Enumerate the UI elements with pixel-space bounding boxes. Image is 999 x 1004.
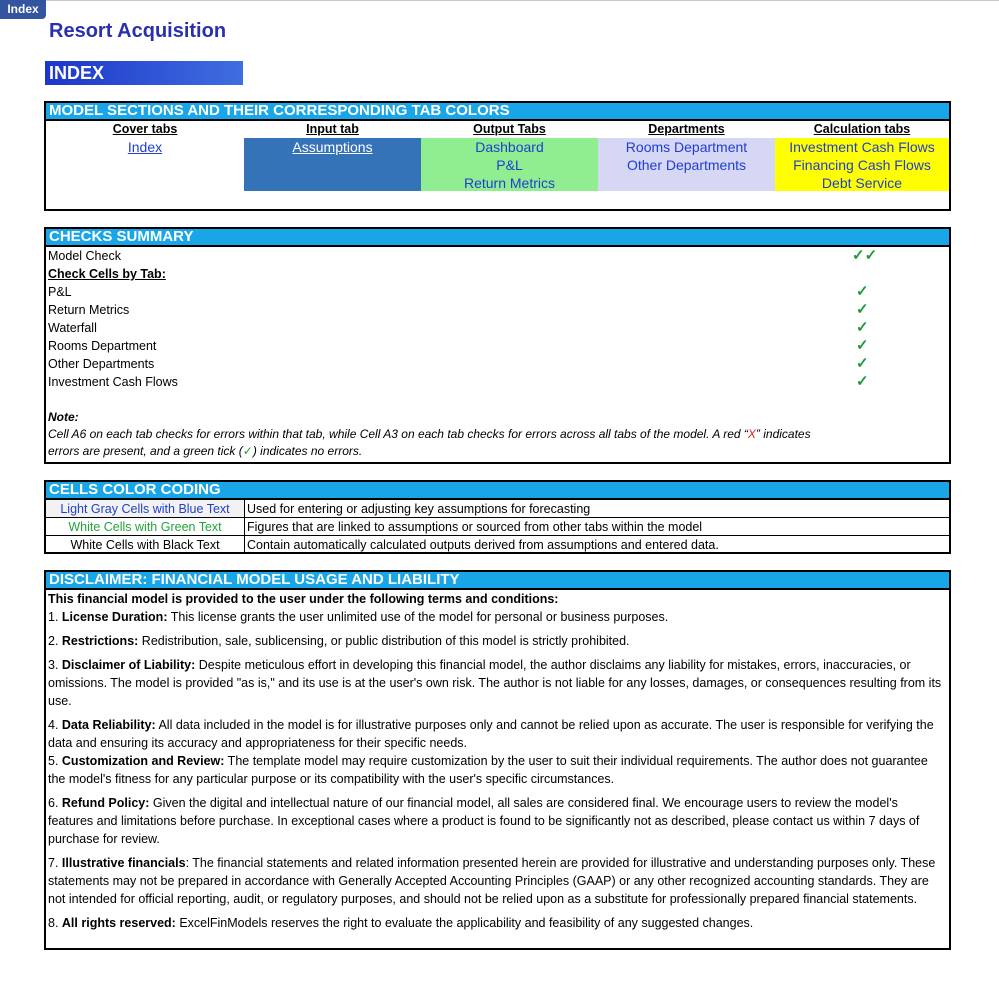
- link-pl[interactable]: P&L: [496, 157, 523, 173]
- disclaimer-item: [48, 914, 943, 932]
- check-icon: ✓: [856, 373, 869, 390]
- tab-colors-header: MODEL SECTIONS AND THEIR CORRESPONDING TAB COLORS: [46, 103, 949, 121]
- item-title: Data Reliability:: [61, 718, 156, 732]
- check-icon: ✓: [856, 319, 869, 336]
- check-row: [46, 337, 949, 355]
- item-number: 8.: [48, 916, 62, 930]
- note-label: Note:: [48, 410, 79, 424]
- item-title: Restrictions:: [61, 634, 139, 648]
- item-number: 6.: [48, 796, 62, 810]
- check-row: [46, 319, 949, 337]
- item-title: Customization and Review:: [61, 754, 225, 768]
- note-text: [46, 426, 949, 460]
- item-text: The template model may require customization by the user to suit their individual requirements. The author does not guarantee the model's fitness for any particular purpose or its compatibility with the user's specific circumstances.: [48, 754, 928, 786]
- check-tab-name: Other Departments: [48, 357, 155, 371]
- column-body: [421, 138, 598, 191]
- column-body: [775, 138, 949, 191]
- column-body: [244, 138, 421, 191]
- color-sample-white-green: White Cells with Green Text: [46, 518, 245, 536]
- note-text-1: Cell A6 on each tab checks for errors within that tab, while Cell A3 on each tab checks for errors across all tabs of the model. A red “: [48, 427, 748, 441]
- tab-colors-columns: [46, 121, 949, 191]
- check-tab-name: Waterfall: [48, 321, 97, 335]
- color-description: Used for entering or adjusting key assumptions for forecasting: [245, 500, 950, 518]
- link-return-metrics[interactable]: Return Metrics: [463, 175, 556, 191]
- link-rooms-department[interactable]: Rooms Department: [625, 139, 748, 155]
- check-tab-name: P&L: [48, 285, 72, 299]
- checks-summary-section: [44, 227, 951, 464]
- check-icon: ✓: [856, 301, 869, 318]
- disclaimer-item: [48, 854, 943, 908]
- disclaimer-body: [46, 590, 949, 932]
- top-border-line: [0, 0, 999, 1]
- item-text: Redistribution, sale, sublicensing, or public distribution of this model is strictly prohibited.: [138, 634, 630, 648]
- link-index[interactable]: Index: [127, 139, 163, 155]
- color-coding-section: [44, 480, 951, 554]
- table-row: [46, 500, 949, 518]
- column-heading: Cover tabs: [46, 121, 244, 138]
- note-text-4: ) indicates no errors.: [252, 444, 363, 458]
- table-row: [46, 518, 949, 536]
- item-text: : The financial statements and related information presented herein are provided for illustrative and understanding purposes only. These statements may not be prepared in accordance with Generally Accepted Accounting Principles (GAAP) or any other recognized accounting standards. They are not intended for official reporting, audit, or regulatory purposes, and should not be relied upon as a substitute for professionally prepared financial statements.: [48, 856, 936, 906]
- disclaimer-item: [48, 794, 943, 848]
- item-text: This license grants the user unlimited use of the model for personal or business purposes.: [167, 610, 669, 624]
- check-row: [46, 373, 949, 391]
- note-text-2: ” indicates: [755, 427, 811, 441]
- item-title: Refund Policy:: [61, 796, 150, 810]
- table-row: [46, 536, 949, 554]
- color-coding-table: [46, 500, 949, 553]
- item-text: All data included in the model is for illustrative purposes only and cannot be relied upon as accurate. The user is responsible for verifying the data and ensuring its accuracy and appropriateness for their specific needs.: [48, 718, 934, 750]
- column-cover-tabs: [46, 121, 244, 191]
- disclaimer-intro: This financial model is provided to the user under the following terms and conditions:: [48, 592, 559, 606]
- double-check-icon: ✓✓: [852, 247, 878, 264]
- check-tab-name: Investment Cash Flows: [48, 375, 178, 389]
- item-title: License Duration:: [61, 610, 168, 624]
- item-text: ExcelFinModels reserves the right to evaluate the applicability and feasibility of any suggested changes.: [175, 916, 754, 930]
- check-icon: ✓: [856, 283, 869, 300]
- item-number: 4.: [48, 718, 62, 732]
- disclaimer-section: [44, 570, 951, 950]
- disclaimer-item: [48, 632, 943, 650]
- column-body: [46, 138, 244, 191]
- link-investment-cash-flows[interactable]: Investment Cash Flows: [789, 139, 935, 155]
- item-title: Disclaimer of Liability:: [61, 658, 196, 672]
- tab-colors-section: [44, 101, 951, 211]
- link-dashboard[interactable]: Dashboard: [475, 139, 544, 155]
- link-other-departments[interactable]: Other Departments: [626, 157, 747, 173]
- column-calculation-tabs: [775, 121, 949, 191]
- model-check-row: [46, 247, 949, 265]
- check-tab-name: Return Metrics: [48, 303, 130, 317]
- check-icon: ✓: [856, 337, 869, 354]
- item-number: 1.: [48, 610, 62, 624]
- column-heading: Input tab: [244, 121, 421, 138]
- sheet-tab-index[interactable]: Index: [0, 0, 46, 19]
- color-description: Figures that are linked to assumptions or sourced from other tabs within the model: [245, 518, 950, 536]
- item-title: All rights reserved:: [61, 916, 176, 930]
- disclaimer-item: [48, 716, 943, 752]
- column-departments: [598, 121, 775, 191]
- disclaimer-item: [48, 656, 943, 710]
- item-number: 5.: [48, 754, 62, 768]
- check-tab-name: Rooms Department: [48, 339, 157, 353]
- index-heading: INDEX: [45, 61, 243, 85]
- item-text: Despite meticulous effort in developing this financial model, the author disclaims any liability for mistakes, errors, inaccuracies, or omissions. The model is provided "as is," and its use is at the user's own risk. The author is not liable for any losses, damages, or consequences resulting from its use.: [48, 658, 942, 708]
- item-number: 2.: [48, 634, 62, 648]
- color-sample-gray-blue: Light Gray Cells with Blue Text: [46, 500, 245, 518]
- color-coding-header: CELLS COLOR CODING: [46, 482, 949, 500]
- check-row: [46, 355, 949, 373]
- column-heading: Output Tabs: [421, 121, 598, 138]
- item-text: Given the digital and intellectual nature of our financial model, all sales are considered final. We encourage users to review the model's features and limitations before purchase. In exceptional cases where a product is found to be significantly not as described, please contact us within 7 days of purchase for review.: [48, 796, 920, 846]
- column-heading: Departments: [598, 121, 775, 138]
- color-sample-white-black: White Cells with Black Text: [46, 536, 245, 554]
- green-tick-icon: ✓: [242, 444, 253, 458]
- item-number: 3.: [48, 658, 62, 672]
- disclaimer-item: [48, 752, 943, 788]
- disclaimer-header: DISCLAIMER: FINANCIAL MODEL USAGE AND LIABILITY: [46, 572, 949, 590]
- page-title: Resort Acquisition: [49, 20, 227, 42]
- link-financing-cash-flows[interactable]: Financing Cash Flows: [793, 157, 931, 173]
- disclaimer-item: [48, 608, 943, 626]
- column-input-tab: [244, 121, 421, 191]
- note-text-3: errors are present, and a green tick (: [48, 444, 243, 458]
- check-cells-by-tab-label: Check Cells by Tab:: [48, 267, 166, 281]
- red-x-icon: X: [747, 427, 756, 441]
- link-debt-service[interactable]: Debt Service: [821, 175, 903, 191]
- item-number: 7.: [48, 856, 62, 870]
- item-title: Illustrative financials: [61, 856, 186, 870]
- link-assumptions[interactable]: Assumptions: [292, 139, 373, 155]
- column-output-tabs: [421, 121, 598, 191]
- model-check-label: Model Check: [48, 249, 121, 263]
- column-heading: Calculation tabs: [775, 121, 949, 138]
- check-row: [46, 301, 949, 319]
- check-row: [46, 283, 949, 301]
- check-icon: ✓: [856, 355, 869, 372]
- checks-summary-header: CHECKS SUMMARY: [46, 229, 949, 247]
- column-body: [598, 138, 775, 191]
- color-description: Contain automatically calculated outputs derived from assumptions and entered data.: [245, 536, 950, 554]
